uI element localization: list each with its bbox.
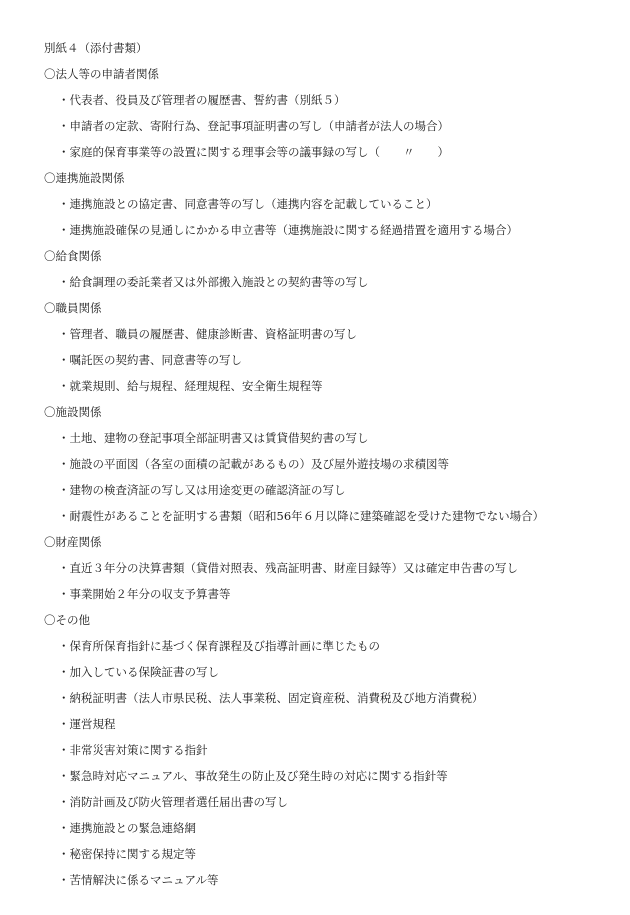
list-item: ・家庭的保育事業等の設置に関する理事会等の議事録の写し（ 〃 ） [58, 145, 449, 159]
list-item: ・連携施設確保の見通しにかかる申立書等（連携施設に関する経過措置を適用する場合） [58, 223, 518, 237]
list-item: ・土地、建物の登記事項全部証明書又は賃貸借契約書の写し [58, 431, 369, 445]
list-item: ・秘密保持に関する規定等 [58, 847, 196, 861]
list-item: ・苦情解決に係るマニュアル等 [58, 873, 219, 887]
section-heading: 〇施設関係 [44, 405, 102, 419]
list-item: ・建物の検査済証の写し又は用途変更の確認済証の写し [58, 483, 346, 497]
list-item: ・申請者の定款、寄附行為、登記事項証明書の写し（申請者が法人の場合） [58, 119, 449, 133]
list-item: ・耐震性があることを証明する書類（昭和56年６月以降に建築確認を受けた建物でない場合） [58, 509, 545, 523]
list-item: ・緊急時対応マニュアル、事故発生の防止及び発生時の対応に関する指針等 [58, 769, 448, 783]
section-heading: 〇給食関係 [44, 249, 102, 263]
list-item: ・施設の平面図（各室の面積の記載があるもの）及び屋外遊技場の求積図等 [58, 457, 449, 471]
list-item: ・嘱託医の契約書、同意書等の写し [58, 353, 242, 367]
list-item: ・加入している保険証書の写し [58, 665, 219, 679]
section-heading: 〇その他 [44, 613, 90, 627]
section-heading: 〇法人等の申請者関係 [44, 67, 159, 81]
list-item: ・運営規程 [58, 717, 116, 731]
section-heading: 〇職員関係 [44, 301, 102, 315]
list-item: ・就業規則、給与規程、経理規程、安全衛生規程等 [58, 379, 323, 393]
list-item: ・連携施設との緊急連絡網 [58, 821, 196, 835]
list-item: ・給食調理の委託業者又は外部搬入施設との契約書等の写し [58, 275, 369, 289]
list-item: ・納税証明書（法人市県民税、法人事業税、固定資産税、消費税及び地方消費税） [58, 691, 484, 705]
section-heading: 〇財産関係 [44, 535, 102, 549]
list-item: ・代表者、役員及び管理者の履歴書、誓約書（別紙５） [58, 93, 346, 107]
list-item: ・保育所保育指針に基づく保育課程及び指導計画に準じたもの [58, 639, 380, 653]
section-heading: 〇連携施設関係 [44, 171, 125, 185]
list-item: ・事業開始２年分の収支予算書等 [58, 587, 231, 601]
list-item: ・非常災害対策に関する指針 [58, 743, 208, 757]
document-title: 別紙４（添付書類） [44, 41, 148, 55]
list-item: ・直近３年分の決算書類（貸借対照表、残高証明書、財産目録等）又は確定申告書の写し [58, 561, 518, 575]
list-item: ・管理者、職員の履歴書、健康診断書、資格証明書の写し [58, 327, 357, 341]
list-item: ・消防計画及び防火管理者選任届出書の写し [58, 795, 288, 809]
list-item: ・連携施設との協定書、同意書等の写し（連携内容を記載していること） [58, 197, 438, 211]
